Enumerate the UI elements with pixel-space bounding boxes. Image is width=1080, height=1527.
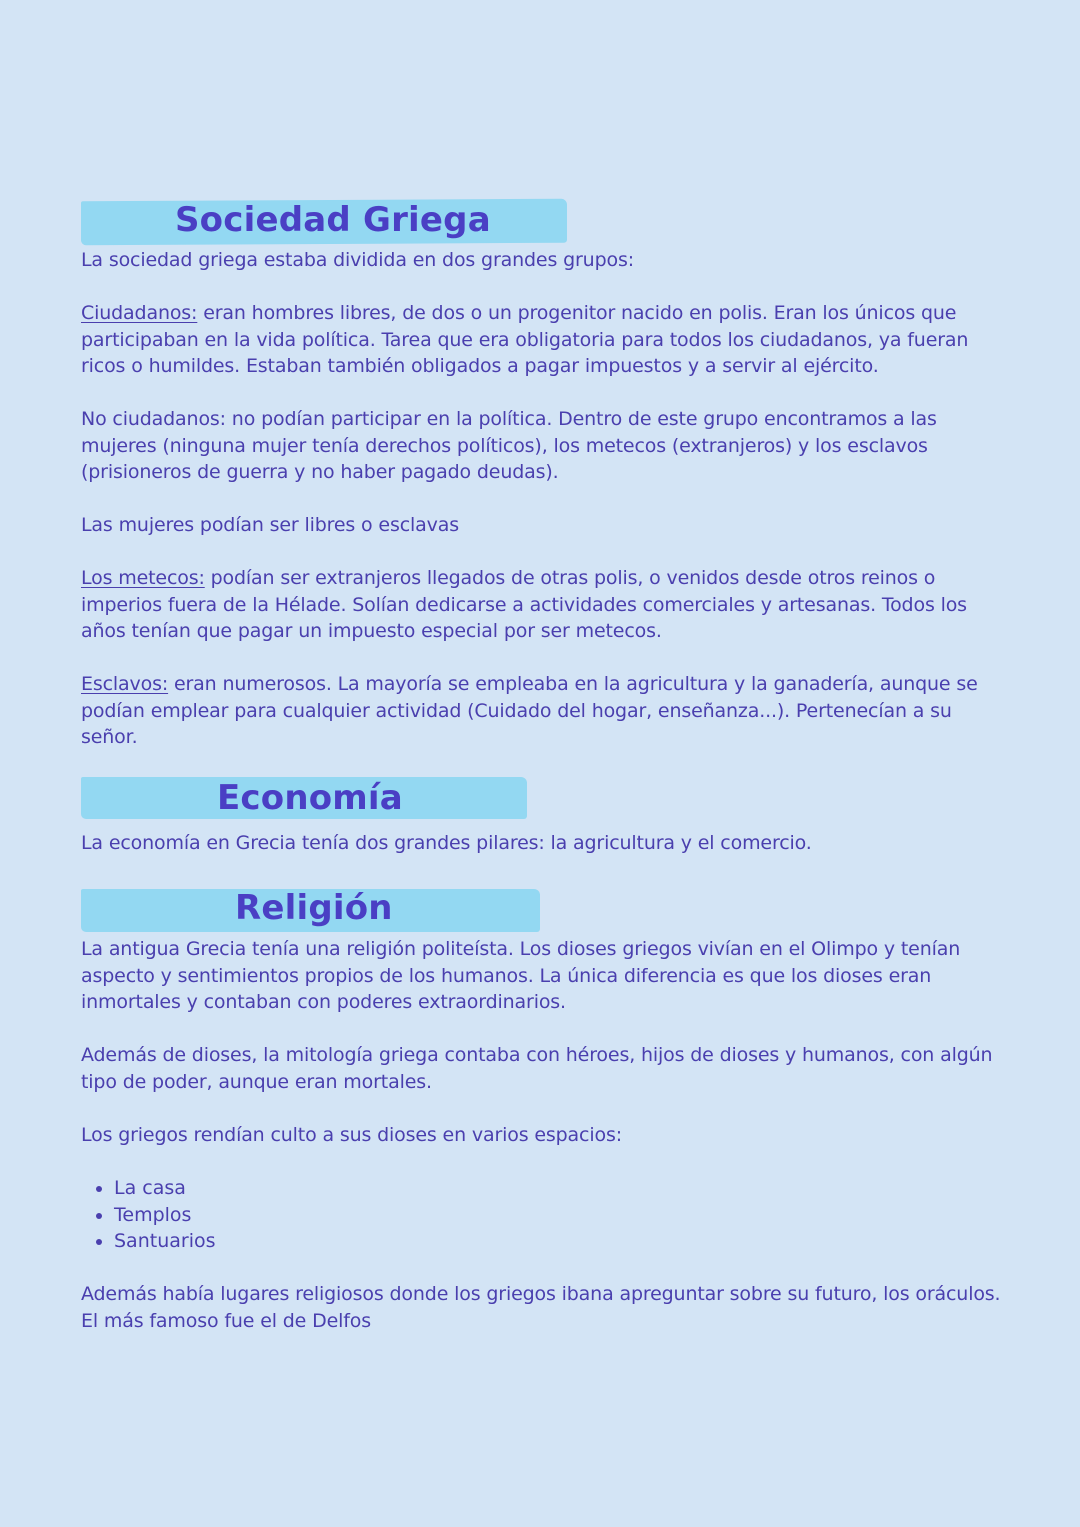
paragraph-religion-3: Los griegos rendían culto a sus dioses en varios espacios: bbox=[81, 1124, 622, 1146]
term-metecos: Los metecos: bbox=[81, 567, 205, 589]
text-ciudadanos: eran hombres libres, de dos o un progenitor nacido en polis. Eran los únicos que participaban en la vida política. Tarea que era obligatoria para todos los ciudadanos, ya fueran ricos o humildes. Estaban también obligados a pagar impuestos y a servir al ejército. bbox=[81, 302, 969, 377]
paragraph-metecos bbox=[81, 565, 1011, 645]
paragraph-religion-2: Además de dioses, la mitología griega contaba con héroes, hijos de dioses y humanos, con algún tipo de poder, aunque eran mortales. bbox=[81, 1044, 993, 1093]
paragraph-ciudadanos bbox=[81, 300, 1011, 380]
paragraph-mujeres: Las mujeres podían ser libres o esclavas bbox=[81, 514, 459, 536]
sociedad-intro: La sociedad griega estaba dividida en dos grandes grupos: bbox=[81, 249, 634, 271]
text-esclavos: eran numerosos. La mayoría se empleaba en la agricultura y la ganadería, aunque se podían emplear para cualquier actividad (Cuidado del hogar, enseñanza...). Pertenecían a su señor. bbox=[81, 673, 978, 748]
paragraph-religion-1: La antigua Grecia tenía una religión politeísta. Los dioses griegos vivían en el Olimpo y tenían aspecto y sentimientos propios de los humanos. La única diferencia es que los dioses eran inmortales y contaban con poderes extraordinarios. bbox=[81, 938, 961, 1013]
paragraph-no-ciudadanos: No ciudadanos: no podían participar en la política. Dentro de este grupo encontramos a las mujeres (ninguna mujer tenía derechos políticos), los metecos (extranjeros) y los esclavos (prisioneros de guerra y no haber pagado deudas). bbox=[81, 408, 937, 483]
paragraph-religion-4: Además había lugares religiosos donde los griegos ibana apreguntar sobre su futuro, los oráculos. El más famoso fue el de Delfos bbox=[81, 1283, 1001, 1332]
heading-religion-title: Religión bbox=[235, 888, 393, 928]
term-esclavos: Esclavos: bbox=[81, 673, 169, 695]
term-ciudadanos: Ciudadanos: bbox=[81, 302, 198, 324]
heading-economia bbox=[81, 776, 527, 822]
list-item: • La casa bbox=[114, 1175, 216, 1202]
heading-sociedad bbox=[81, 198, 567, 244]
list-item: • Templos bbox=[114, 1202, 216, 1229]
heading-sociedad-title: Sociedad Griega bbox=[175, 200, 491, 240]
text-metecos: podían ser extranjeros llegados de otras polis, o venidos desde otros reinos o imperios fuera de la Hélade. Solían dedicarse a actividades comerciales y artesanas. Todos los años tenían que pagar un impuesto especial por ser metecos. bbox=[81, 567, 967, 642]
paragraph-esclavos bbox=[81, 671, 1011, 751]
paragraph-economia: La economía en Grecia tenía dos grandes pilares: la agricultura y el comercio. bbox=[81, 832, 812, 854]
heading-economia-title: Economía bbox=[217, 778, 403, 818]
list-item: • Santuarios bbox=[114, 1228, 216, 1255]
heading-religion bbox=[81, 887, 540, 935]
list-lugares-culto bbox=[81, 1175, 216, 1255]
